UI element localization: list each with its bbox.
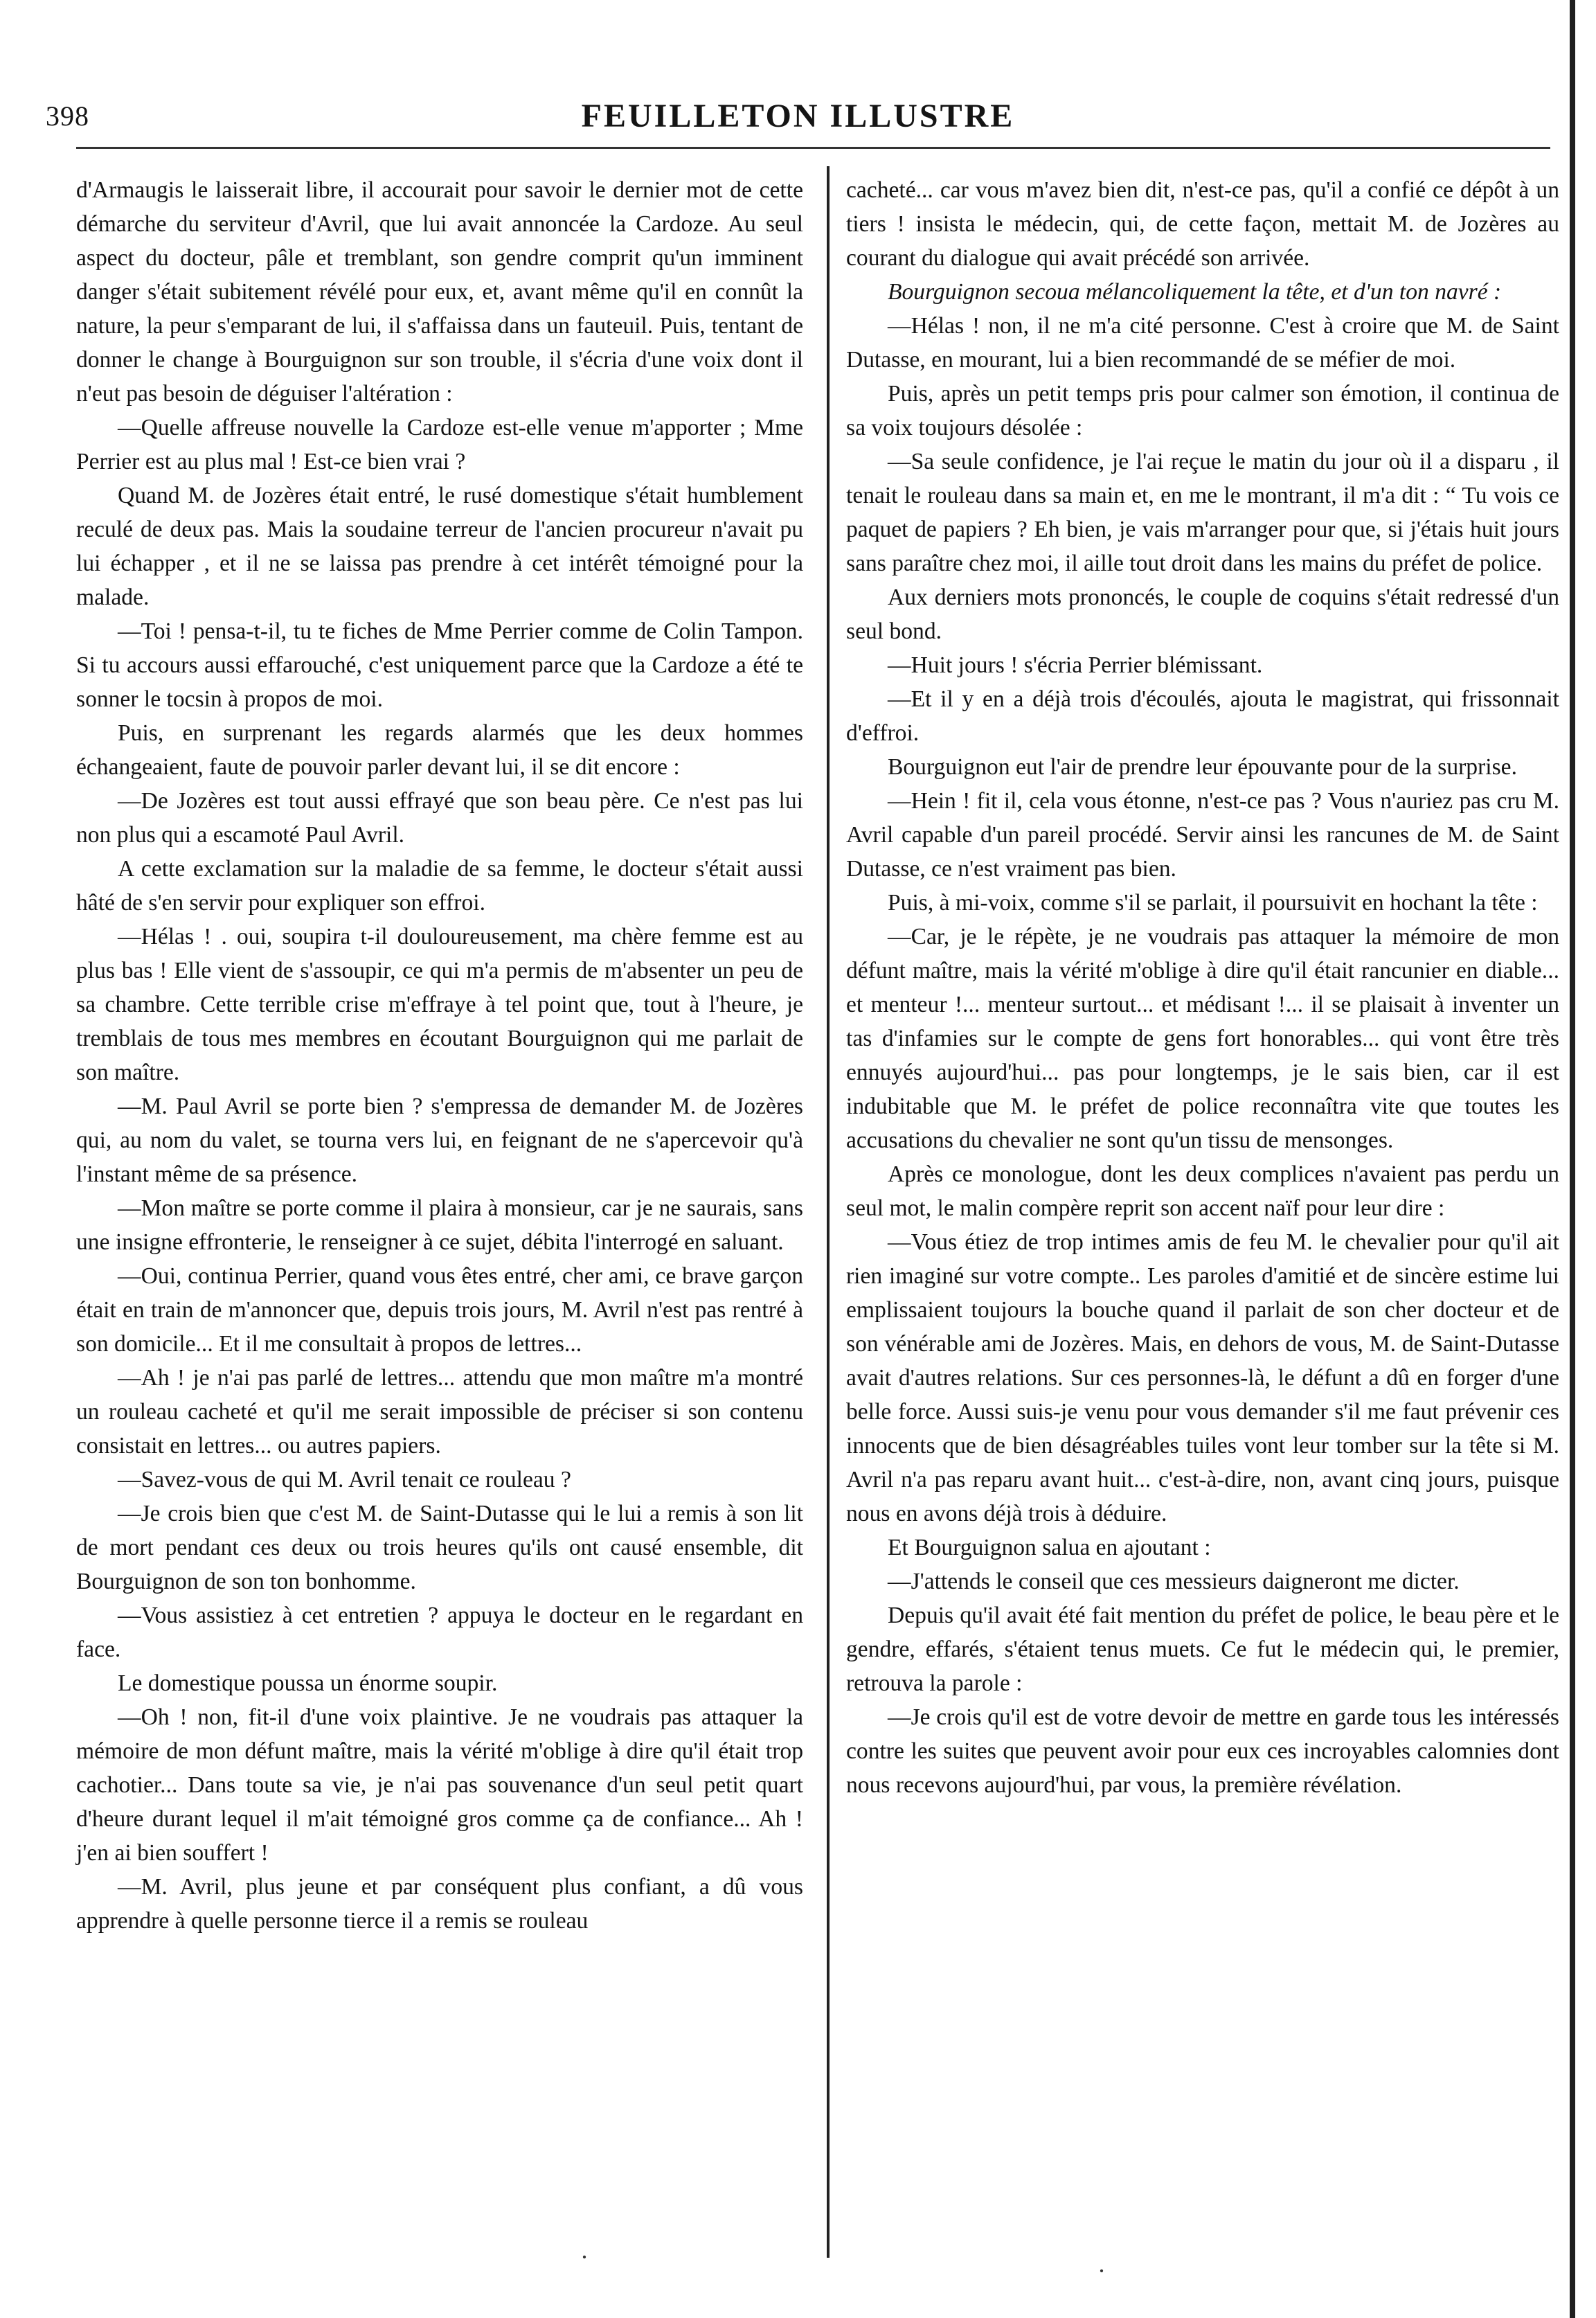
paragraph: Le domestique poussa un énorme soupir.	[118, 1670, 498, 1696]
running-title: FEUILLETON ILLUSTRE	[581, 98, 1015, 134]
dialogue-paragraph: —Hein ! fit il, cela vous étonne, n'est-ce pas ? Vous n'auriez pas cru M. Avril capable d'un pareil procédé. Servir ainsi les rancunes de M. de Saint Dutasse, ce n'est vraiment pas bien.	[846, 788, 1559, 882]
dialogue-paragraph: —M. Avril, plus jeune et par conséquent plus confiant, a dû vous apprendre à quelle personne tierce il a remis se rouleau	[76, 1874, 803, 1934]
page-header	[46, 83, 1550, 139]
paragraph: Depuis qu'il avait été fait mention du préfet de police, le beau père et le gendre, effarés, s'étaient tenus muets. Ce fut le médecin qui, le premier, retrouva la parole :	[846, 1603, 1559, 1696]
dialogue-paragraph: —Toi ! pensa-t-il, tu te fiches de Mme Perrier comme de Colin Tampon. Si tu accours aussi effarouché, c'est uniquement parce que la Cardoze a été te sonner le tocsin à propos de moi.	[76, 618, 803, 712]
print-speck: ·	[1097, 2257, 1106, 2285]
page-number: 398	[46, 100, 89, 132]
paragraph: Quand M. de Jozères était entré, le rusé domestique s'était humblement reculé de deux pas. Mais la soudaine terreur de l'ancien procureur n'avait pu lui échapper , et il ne se laissa pas prendre à cet intérêt témoigné pour la malade.	[76, 483, 803, 610]
header-rule	[76, 147, 1550, 149]
dialogue-paragraph: —De Jozères est tout aussi effrayé que son beau père. Ce n'est pas lui non plus qui a escamoté Paul Avril.	[76, 788, 803, 848]
paragraph: A cette exclamation sur la maladie de sa femme, le docteur s'était aussi hâté de s'en servir pour expliquer son effroi.	[76, 856, 803, 916]
dialogue-paragraph: —Sa seule confidence, je l'ai reçue le matin du jour où il a disparu , il tenait le rouleau dans sa main et, en me le montrant, il m'a dit : “ Tu vois ce paquet de papiers ? Eh bien, je vais m'arranger pour que, si j'étais huit jours sans paraître chez moi, il aille tout droit dans les mains du préfet de police.	[846, 449, 1559, 576]
print-speck: ·	[580, 2243, 589, 2271]
dialogue-paragraph: —Quelle affreuse nouvelle la Cardoze est-elle venue m'apporter ; Mme Perrier est au plus mal ! Est-ce bien vrai ?	[76, 415, 803, 474]
dialogue-paragraph: —Car, je le répète, je ne voudrais pas attaquer la mémoire de mon défunt maître, mais la vérité m'oblige à dire qu'il était rancunier en diable... et menteur !... menteur surtout... et médisant !... il se plaisait à inventer un tas d'infamies sur le compte de gens fort honorables... qui vont être très ennuyés aujourd'hui... pas pour longtemps, je le sais bien, car il est indubitable que M. le préfet de police reconnaîtra vite que toutes les accusations du chevalier ne sont qu'un tissu de mensonges.	[846, 924, 1559, 1153]
paragraph: Bourguignon secoua mélancoliquement la tête, et d'un ton navré :	[888, 279, 1502, 305]
dialogue-paragraph: —Je crois qu'il est de votre devoir de mettre en garde tous les intéressés contre les suites que peuvent avoir pour eux ces incroyables calomnies dont nous recevons aujourd'hui, par vous, la première révélation.	[846, 1704, 1559, 1798]
paragraph: Puis, en surprenant les regards alarmés que les deux hommes échangeaient, faute de pouvoir parler devant lui, il se dit encore :	[76, 720, 803, 780]
paragraph: Aux derniers mots prononcés, le couple de coquins s'était redressé d'un seul bond.	[846, 585, 1559, 644]
left-column	[76, 173, 803, 1938]
paragraph: Puis, à mi-voix, comme s'il se parlait, il poursuivit en hochant la tête :	[888, 890, 1538, 916]
dialogue-paragraph: —M. Paul Avril se porte bien ? s'empressa de demander M. de Jozères qui, au nom du valet, se tourna vers lui, en feignant de ne s'apercevoir qu'à l'instant même de sa présence.	[76, 1094, 803, 1187]
dialogue-paragraph: —Vous étiez de trop intimes amis de feu M. le chevalier pour qu'il ait rien imaginé sur votre compte.. Les paroles d'amitié et de sincère estime lui emplissaient toujours la bouche quand il parlait de son cher docteur et de son vénérable ami de Jozères. Mais, en dehors de vous, M. de Saint-Dutasse avait d'autres relations. Sur ces personnes-là, le défunt a dû en forger d'une belle force. Aussi suis-je venu pour vous demander s'il me faut prévenir ces innocents que de bien désagréables tuiles vont leur tomber sur la tête si M. Avril n'a pas reparu avant huit... c'est-à-dire, non, avant cinq jours, puisque nous en avons déjà trois à déduire.	[846, 1229, 1559, 1526]
paragraph: Bourguignon eut l'air de prendre leur épouvante pour de la surprise.	[888, 754, 1517, 780]
right-column	[846, 173, 1559, 1802]
paragraph: cacheté... car vous m'avez bien dit, n'est-ce pas, qu'il a confié ce dépôt à un tiers ! insista le médecin, qui, de cette façon, mettait M. de Jozères au courant du dialogue qui avait précédé son arrivée.	[846, 177, 1559, 271]
dialogue-paragraph: —Oh ! non, fit-il d'une voix plaintive. Je ne voudrais pas attaquer la mémoire de mon défunt maître, mais la vérité m'oblige à dire qu'il était trop cachotier... Dans toute sa vie, je n'ai pas souvenance d'un seul petit quart d'heure durant lequel il m'ait témoigné gros comme ça de confiance... Ah ! j'en ai bien souffert !	[76, 1704, 803, 1866]
dialogue-paragraph: —Je crois bien que c'est M. de Saint-Dutasse qui le lui a remis à son lit de mort pendant ces deux ou trois heures qu'ils ont causé ensemble, dit Bourguignon de son ton bonhomme.	[76, 1501, 803, 1594]
dialogue-paragraph: —J'attends le conseil que ces messieurs daigneront me dicter.	[888, 1569, 1460, 1594]
dialogue-paragraph: —Vous assistiez à cet entretien ? appuya le docteur en le regardant en face.	[76, 1603, 803, 1662]
paragraph: Puis, après un petit temps pris pour calmer son émotion, il continua de sa voix toujours désolée :	[846, 381, 1559, 440]
page-edge-bar	[1570, 0, 1575, 2318]
dialogue-paragraph: —Hélas ! . oui, soupira t-il douloureusement, ma chère femme est au plus bas ! Elle vient de s'assoupir, ce qui m'a permis de m'absenter un peu de sa chambre. Cette terrible crise m'effraye à tel point que, tout à l'heure, je tremblais de tous mes membres en écoutant Bourguignon qui me parlait de son maître.	[76, 924, 803, 1085]
paragraph: Et Bourguignon salua en ajoutant :	[888, 1535, 1211, 1560]
paragraph: d'Armaugis le laisserait libre, il accourait pour savoir le dernier mot de cette démarche du serviteur d'Avril, que lui avait annoncée la Cardoze. Au seul aspect du docteur, pâle et tremblant, son gendre comprit qu'un imminent danger s'était subitement révélé pour eux, et, avant même qu'il en connût la nature, la peur s'emparant de lui, il s'affaissa dans un fauteuil. Puis, tentant de donner le change à Bourguignon sur son trouble, il s'écria d'une voix dont il n'eut pas besoin de déguiser l'altération :	[76, 177, 803, 407]
dialogue-paragraph: —Huit jours ! s'écria Perrier blémissant.	[888, 652, 1263, 678]
paragraph: Après ce monologue, dont les deux complices n'avaient pas perdu un seul mot, le malin compère reprit son accent naïf pour leur dire :	[846, 1161, 1559, 1221]
dialogue-paragraph: —Hélas ! non, il ne m'a cité personne. C'est à croire que M. de Saint Dutasse, en mourant, lui a bien recommandé de se méfier de moi.	[846, 313, 1559, 373]
dialogue-paragraph: —Savez-vous de qui M. Avril tenait ce rouleau ?	[118, 1467, 571, 1492]
dialogue-paragraph: —Mon maître se porte comme il plaira à monsieur, car je ne saurais, sans une insigne effronterie, le renseigner à ce sujet, débita l'interrogé en saluant.	[76, 1195, 803, 1255]
column-divider	[827, 166, 830, 2258]
dialogue-paragraph: —Et il y en a déjà trois d'écoulés, ajouta le magistrat, qui frissonnait d'effroi.	[846, 686, 1559, 746]
dialogue-paragraph: —Ah ! je n'ai pas parlé de lettres... attendu que mon maître m'a montré un rouleau cacheté et qu'il me serait impossible de préciser si son contenu consistait en lettres... ou autres papiers.	[76, 1365, 803, 1459]
dialogue-paragraph: —Oui, continua Perrier, quand vous êtes entré, cher ami, ce brave garçon était en train de m'annoncer que, depuis trois jours, M. Avril n'est pas rentré à son domicile... Et il me consultait à propos de lettres...	[76, 1263, 803, 1357]
